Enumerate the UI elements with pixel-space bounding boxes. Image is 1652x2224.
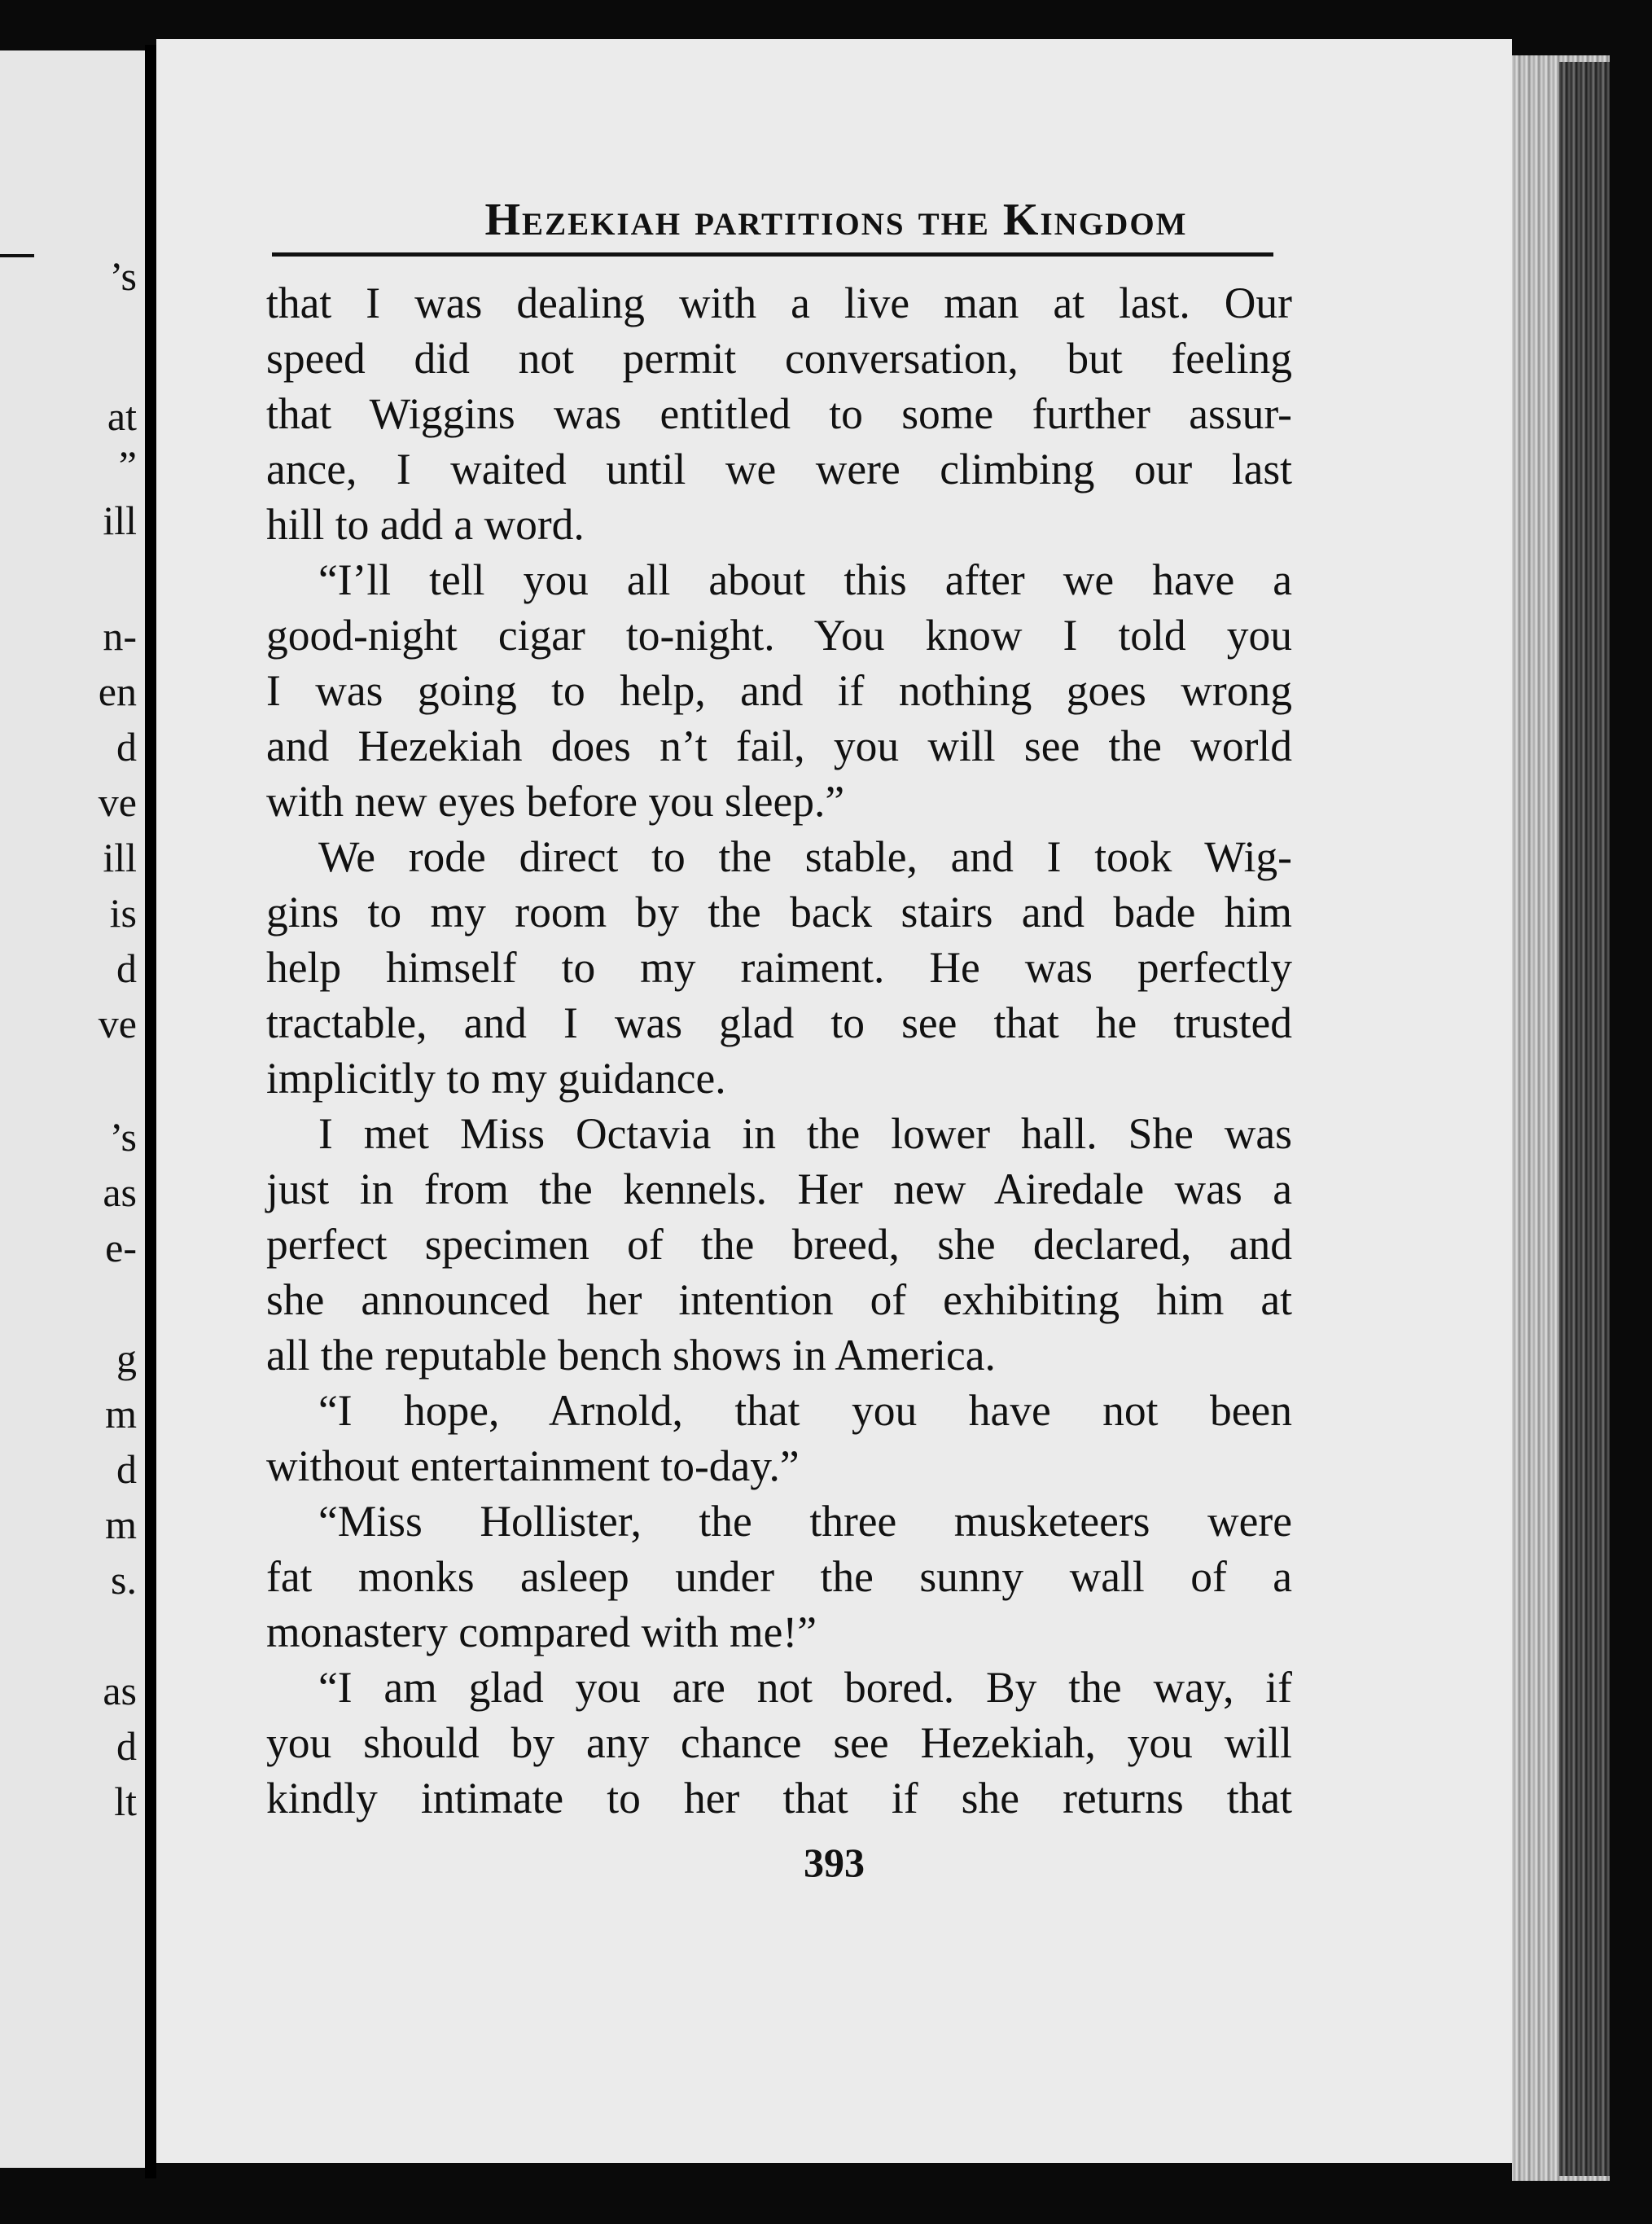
left-fragment: lt (114, 1779, 137, 1824)
running-head: Hezekiah partitions the Kingdom (484, 195, 1188, 245)
left-fragment: m (105, 1391, 137, 1437)
text-line: all the reputable bench shows in America. (266, 1331, 996, 1380)
left-fragment: d (116, 724, 137, 770)
text-line: you should by any chance see Hezekiah, you will (266, 1718, 1292, 1767)
left-fragment: is (109, 890, 137, 936)
page-edges-shadow (1559, 62, 1610, 2176)
text-line: kindly intimate to her that if she returns that (266, 1774, 1292, 1823)
left-fragment: at (107, 393, 137, 439)
running-head-rule (272, 252, 1273, 257)
text-line: and Hezekiah does n’t fail, you will see the world (266, 722, 1292, 770)
text-line: that I was dealing with a live man at last. Our (266, 279, 1292, 327)
left-fragment: en (98, 669, 137, 714)
left-fragment: d (116, 1446, 137, 1492)
text-line: implicitly to my guidance. (266, 1054, 726, 1103)
text-line: I was going to help, and if nothing goes wrong (266, 666, 1292, 715)
left-fragment: as (103, 1668, 137, 1713)
text-line: We rode direct to the stable, and I took Wig- (318, 832, 1292, 881)
text-line: I met Miss Octavia in the lower hall. She was (318, 1109, 1292, 1158)
text-line: good-night cigar to-night. You know I told you (266, 611, 1292, 660)
left-fragment: ’s (109, 1114, 137, 1160)
text-line: “I’ll tell you all about this after we have a (318, 555, 1292, 604)
text-line: speed did not permit conversation, but feeling (266, 334, 1292, 383)
left-fragment: e- (105, 1225, 137, 1270)
text-line: perfect specimen of the breed, she declared, and (266, 1220, 1292, 1269)
left-page-text-fragments (0, 50, 145, 2168)
text-line: ance, I waited until we were climbing our last (266, 445, 1292, 493)
text-line: gins to my room by the back stairs and bade him (266, 888, 1292, 937)
text-line: “Miss Hollister, the three musketeers were (318, 1497, 1292, 1546)
text-line: monastery compared with me!” (266, 1608, 817, 1656)
text-line: hill to add a word. (266, 500, 585, 549)
page-body-text (266, 275, 1292, 1826)
left-fragment: s. (111, 1557, 137, 1603)
left-fragment: d (116, 1723, 137, 1769)
text-line: with new eyes before you sleep.” (266, 777, 845, 826)
book-page (156, 39, 1512, 2163)
left-fragment: as (103, 1169, 137, 1215)
text-line: “I am glad you are not bored. By the way, if (318, 1663, 1292, 1712)
text-line: without entertainment to-day.” (266, 1441, 800, 1490)
left-fragment: d (116, 945, 137, 991)
left-fragment: n- (103, 613, 137, 659)
text-line: tractable, and I was glad to see that he trusted (266, 998, 1292, 1047)
left-fragment: ” (118, 442, 137, 488)
text-line: “I hope, Arnold, that you have not been (318, 1386, 1292, 1435)
left-facing-page (0, 50, 145, 2168)
text-line: help himself to my raiment. He was perfectly (266, 943, 1292, 992)
text-line: she announced her intention of exhibiting him at (266, 1275, 1292, 1324)
left-fragment: g (116, 1336, 137, 1381)
text-line: just in from the kennels. Her new Airedale was a (266, 1165, 1292, 1213)
left-fragment: m (105, 1502, 137, 1547)
left-fragment: ’s (109, 253, 137, 299)
left-fragment: ill (103, 498, 137, 543)
left-fragment: ill (103, 835, 137, 880)
page-number: 393 (804, 1840, 865, 1885)
text-line: that Wiggins was entitled to some further assur- (266, 389, 1292, 438)
left-fragment: ve (98, 779, 137, 825)
book-gutter (145, 45, 156, 2178)
text-line: fat monks asleep under the sunny wall of a (266, 1552, 1292, 1601)
left-fragment: ve (98, 1001, 137, 1046)
